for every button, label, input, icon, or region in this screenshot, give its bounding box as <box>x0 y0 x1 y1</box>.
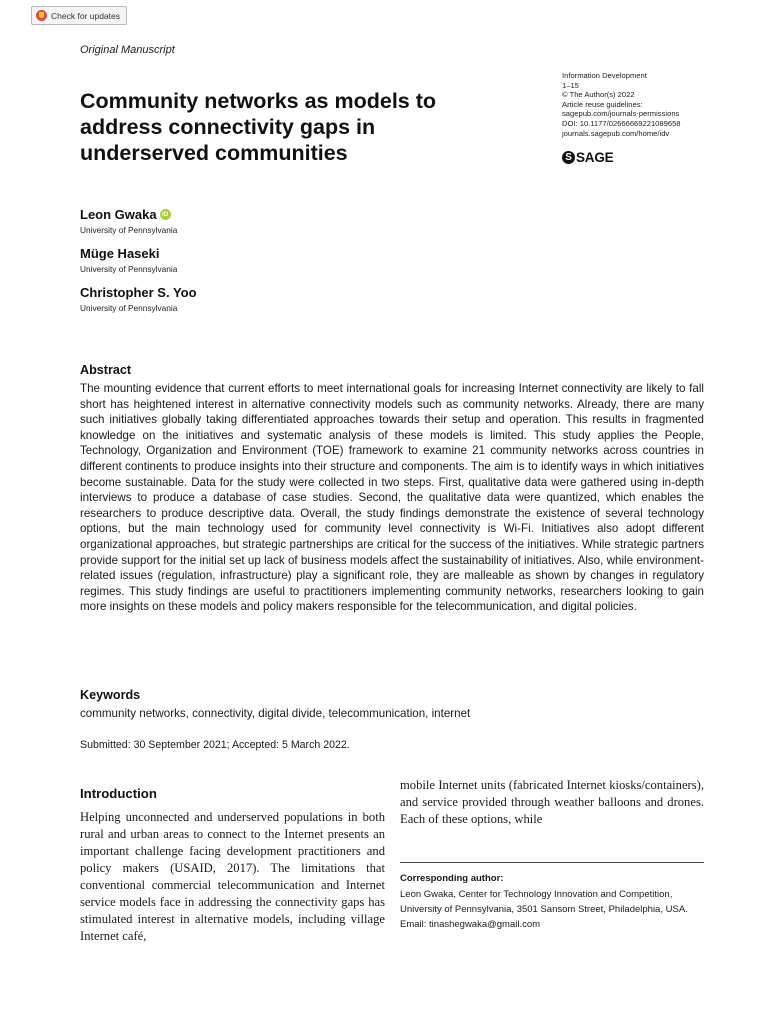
check-for-updates-label: Check for updates <box>51 10 120 21</box>
corresponding-author-address: Leon Gwaka, Center for Technology Innovation and Competition, University of Pennsylvania, 3501 Sansom Street, Philadelphia, USA. <box>400 889 688 915</box>
introduction-heading: Introduction <box>80 786 157 801</box>
sage-logo-text: SAGE <box>576 150 614 165</box>
abstract-text: The mounting evidence that current efforts to meet international goals for increasing Internet connectivity are likely to fall short has heightened interest in alternative connectivity models such as community networks. Already, there are many such initiatives globally taking differentiated approaches towards their setup and operation. This results in fragmented knowledge on the initiatives and systematic analysis of these models is limited. This study applies the People, Technology, Organization and Environment (TOE) framework to examine 21 community networks across countries in different continents to produce insights into their structure and components. The aim is to identify ways in which initiatives become sustainable. Data for the study were collected in two steps. First, qualitative data were gathered using in-depth interviews to produce a database of case studies. Second, the qualitative data were quantized, which enables the researchers to produce descriptive data. Overall, the study findings demonstrate the existence of several technology options, but the main technology used for community level connectivity is Wi-Fi. Initiatives also adopt different organizational approaches, but strategic partnerships are critical for the success of the initiatives. While strategic partners provide support for the initial set up lack of business models affect the sustainability of initiatives. Also, while environment-related issues (regulation, infrastructure) play a significant role, they are malleable as shown by changes in regulatory regimes. This study findings are useful to practitioners implementing community networks, researchers looking to gain more insights on these models and policy makers responsible for the telecommunication, and digital policies. <box>80 382 704 614</box>
article-title: Community networks as models to address connectivity gaps in underserved communities <box>80 89 437 165</box>
check-for-updates-button[interactable] <box>31 6 127 25</box>
journal-metadata <box>562 71 681 138</box>
corresponding-author-heading: Corresponding author: <box>400 873 504 884</box>
author-affiliation: University of Pennsylvania <box>80 225 178 235</box>
author-block-3 <box>80 285 197 313</box>
footnote-divider <box>400 862 704 863</box>
corresponding-author-email[interactable]: Email: tinashegwaka@gmail.com <box>400 919 541 930</box>
copyright-line: © The Author(s) 2022 <box>562 90 635 100</box>
author-name[interactable]: Christopher S. Yoo <box>80 285 197 300</box>
abstract-heading: Abstract <box>80 363 132 377</box>
author-name[interactable]: Leon Gwaka <box>80 207 157 222</box>
keywords-heading: Keywords <box>80 688 141 702</box>
sage-mark-icon: S <box>562 151 575 164</box>
page-range: 1–15 <box>562 80 579 90</box>
corresponding-author-details <box>400 887 704 932</box>
doi-link[interactable]: DOI: 10.1177/02666669221089658 <box>562 118 681 128</box>
author-block-1 <box>80 207 177 235</box>
crossmark-icon <box>36 10 47 21</box>
author-name[interactable]: Müge Haseki <box>80 246 160 261</box>
author-block-2 <box>80 246 177 274</box>
author-affiliation: University of Pennsylvania <box>80 264 178 274</box>
orcid-icon[interactable]: iD <box>160 209 171 220</box>
introduction-column-1: Helping unconnected and underserved populations in both rural and urban areas to connect to the Internet presents an important challenge facing development practitioners and policy makers (USAID, 2017). The limitations that conventional commercial telecommunication and Internet service models face in addressing the connectivity gaps has stimulated interest in alternative models, including village Internet café, <box>80 810 385 943</box>
sage-logo <box>562 150 613 165</box>
introduction-column-2: mobile Internet units (fabricated Internet kiosks/containers), and service provided through weather balloons and drones. Each of these options, while <box>400 778 704 826</box>
keywords-list: community networks, connectivity, digital divide, telecommunication, internet <box>80 707 471 720</box>
journal-homepage-link[interactable]: journals.sagepub.com/home/idv <box>562 128 670 138</box>
reuse-guidelines-label: Article reuse guidelines: <box>562 99 643 109</box>
submission-dates: Submitted: 30 September 2021; Accepted: 5 March 2022. <box>80 739 350 751</box>
permissions-link[interactable]: sagepub.com/journals-permissions <box>562 109 680 119</box>
manuscript-type-label: Original Manuscript <box>80 44 175 56</box>
journal-name: Information Development <box>562 71 647 80</box>
author-affiliation: University of Pennsylvania <box>80 303 178 313</box>
